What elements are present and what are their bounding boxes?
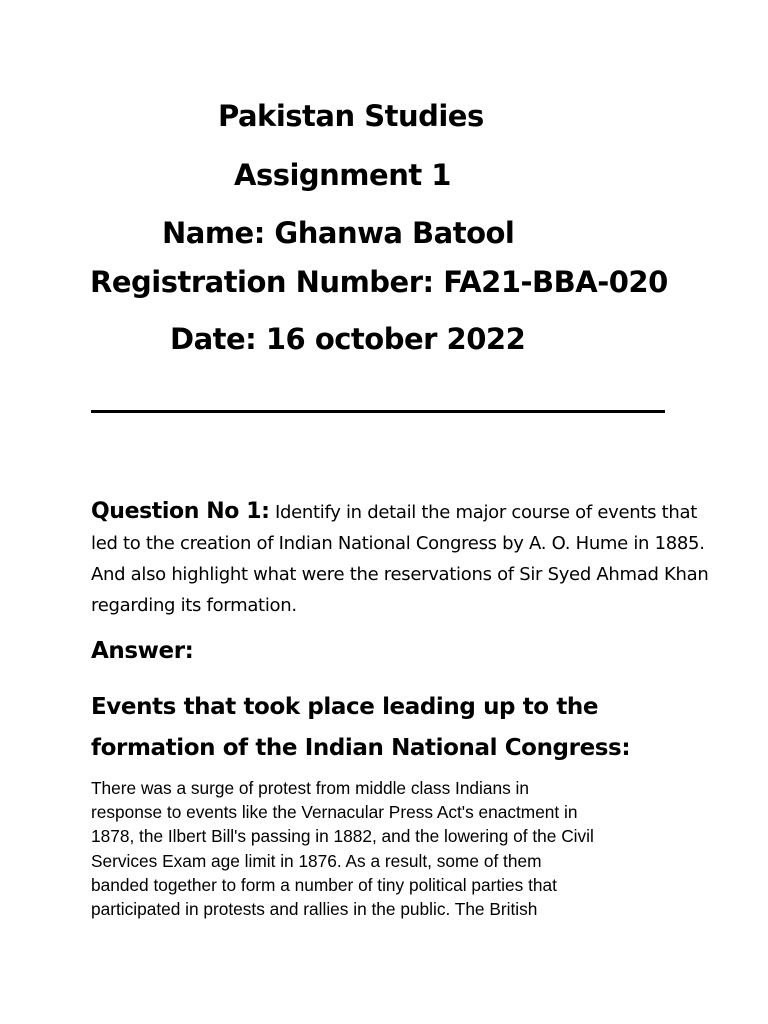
- question-label: Question No 1:: [91, 499, 270, 524]
- answer-paragraph: [91, 776, 651, 921]
- paragraph-line: There was a surge of protest from middle class Indians in: [91, 778, 529, 798]
- paragraph-line: 1878, the Ilbert Bill's passing in 1882, and the lowering of the Civil: [91, 826, 594, 847]
- assignment-title: Assignment 1: [234, 158, 451, 192]
- question-block: [91, 496, 711, 621]
- paragraph-line: banded together to form a number of tiny political parties that: [91, 874, 557, 895]
- student-name: Name: Ghanwa Batool: [162, 216, 515, 250]
- paragraph-line: participated in protests and rallies in the public. The British: [91, 899, 538, 920]
- paragraph-line: response to events like the Vernacular Press Act's enactment in: [91, 802, 578, 823]
- registration-number: Registration Number: FA21-BBA-020: [90, 265, 668, 299]
- course-title: Pakistan Studies: [218, 99, 484, 133]
- paragraph-line: Services Exam age limit in 1876. As a result, some of them: [91, 850, 542, 871]
- question-text: Identify in detail the major course of events that led to the creation of Indian National Congress by A. O. Hume in 1885. And also highlight what were the reservations of Sir Syed Ahmad Khan regarding its formation.: [91, 502, 709, 616]
- section-heading: Events that took place leading up to the formation of the Indian National Congress:: [91, 694, 631, 761]
- answer-label: Answer:: [91, 638, 194, 664]
- assignment-date: Date: 16 october 2022: [170, 322, 526, 356]
- header-divider: [91, 410, 665, 413]
